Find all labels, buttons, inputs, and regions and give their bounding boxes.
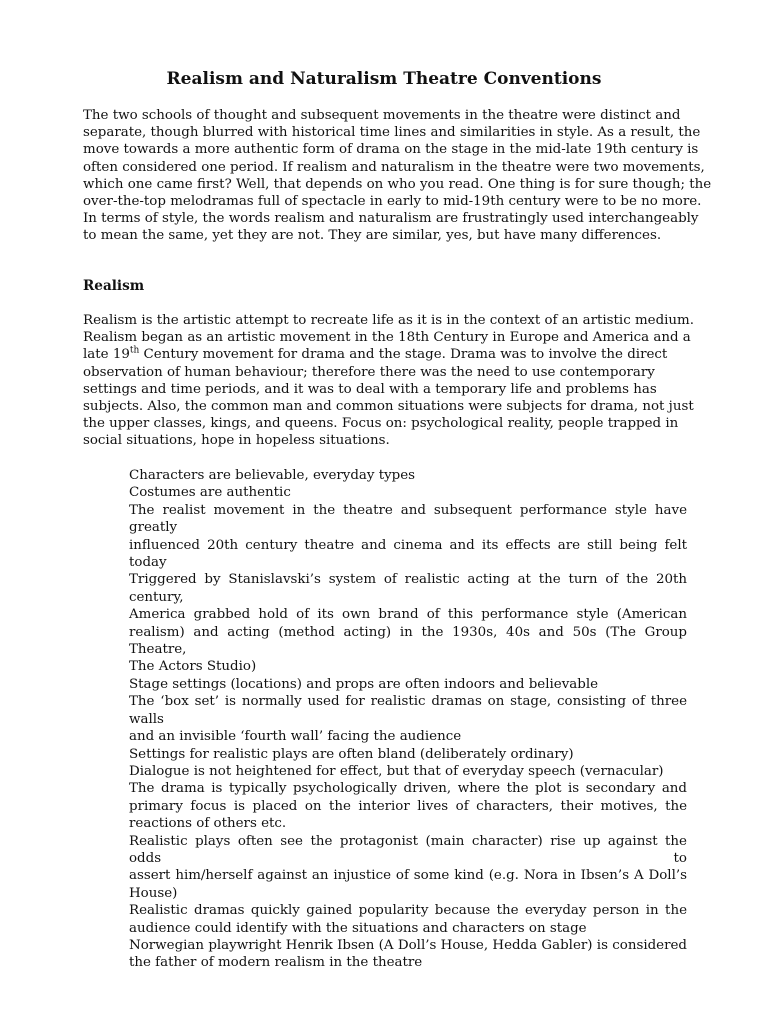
list-item-line: The realist movement in the theatre and subsequent performance style have greatly <box>129 502 687 536</box>
intro-line: which one came first? Well, that depends on who you read. One thing is for sure though; the <box>83 176 712 192</box>
intro-line: In terms of style, the words realism and naturalism are frustratingly used interchangeably <box>83 211 699 227</box>
intro-paragraph <box>83 107 712 245</box>
list-item-line: influenced 20th century theatre and cinema and its effects are still being felt today <box>129 537 687 571</box>
list-item-line: Costumes are authentic <box>129 485 291 501</box>
list-item <box>129 902 687 937</box>
paragraph-line: observation of human behaviour; therefore there was the need to use contemporary <box>83 364 655 380</box>
list-item <box>129 937 687 972</box>
list-item-line: Realistic dramas quickly gained popularity because the everyday person in the <box>129 903 687 919</box>
list-item-line: Characters are believable, everyday types <box>129 468 416 483</box>
list-item-line: The ‘box set’ is normally used for realistic dramas on stage, consisting of three walls <box>129 694 687 727</box>
paragraph-line: Realism is the artistic attempt to recreate life as it is in the context of an artistic medium. <box>83 313 695 328</box>
list-item-line: audience could identify with the situations and characters on stage <box>129 920 587 936</box>
paragraph-line: the upper classes, kings, and queens. Focus on: psychological reality, people trapped in <box>83 416 679 432</box>
intro-line: to mean the same, yet they are not. They are similar, yes, but have many differences. <box>83 228 662 244</box>
paragraph-line: settings and time periods, and it was to deal with a temporary life and problems has <box>83 381 657 397</box>
list-item <box>129 693 687 745</box>
list-item-line: Norwegian playwright Henrik Ibsen (A Doll’s House, Hedda Gabler) is considered <box>129 937 687 953</box>
list-item <box>129 676 687 693</box>
list-item-line: The Actors Studio) <box>129 659 257 675</box>
list-item-line: Triggered by Stanislavski’s system of realistic acting at the turn of the 20th century, <box>129 572 687 605</box>
conventions-list <box>129 467 687 972</box>
list-item-line: Realistic plays often see the protagonist (main character) rise up against the odds to <box>129 833 687 866</box>
list-item <box>129 502 687 572</box>
list-item-line: House) <box>129 885 178 901</box>
list-item <box>129 467 687 484</box>
intro-line: move towards a more authentic form of drama on the stage in the mid-late 19th century is <box>83 142 699 158</box>
paragraph-line: social situations, hope in hopeless situations. <box>83 433 390 449</box>
intro-line: often considered one period. If realism and naturalism in the theatre were two movements, <box>83 159 705 175</box>
intro-line: separate, though blurred with historical time lines and similarities in style. As a result, the <box>83 125 701 141</box>
paragraph-text: late 19 <box>83 347 130 363</box>
list-item-line: assert him/herself against an injustice of some kind (e.g. Nora in Ibsen’s A Doll’s <box>129 868 687 884</box>
list-item <box>129 484 687 501</box>
superscript: th <box>129 345 140 356</box>
list-item-line: Settings for realistic plays are often bland (deliberately ordinary) <box>129 746 574 762</box>
list-item-line: reactions of others etc. <box>129 816 287 832</box>
list-item <box>129 763 687 780</box>
list-item-line: Dialogue is not heightened for effect, but that of everyday speech (vernacular) <box>129 763 664 779</box>
list-item <box>129 571 687 675</box>
list-item <box>129 780 687 832</box>
list-item-line: The drama is typically psychologically driven, where the plot is secondary and <box>129 781 687 797</box>
section-heading: Realism <box>83 278 145 294</box>
list-item-line: America grabbed hold of its own brand of this performance style (American <box>129 607 687 623</box>
realism-paragraph <box>83 312 695 450</box>
list-item-line: the father of modern realism in the theatre <box>129 955 423 971</box>
list-item <box>129 833 687 903</box>
list-item-line: realism) and acting (method acting) in the 1930s, 40s and 50s (The Group Theatre, <box>129 624 687 658</box>
document-title: Realism and Naturalism Theatre Conventions <box>166 69 602 89</box>
paragraph-line <box>83 346 687 363</box>
intro-line: The two schools of thought and subsequent movements in the theatre were distinct and <box>83 108 681 123</box>
paragraph-line: subjects. Also, the common man and common situations were subjects for drama, not just <box>83 399 694 415</box>
list-item-line: and an invisible ‘fourth wall’ facing the audience <box>129 729 462 745</box>
list-item-line: Stage settings (locations) and props are often indoors and believable <box>129 676 599 692</box>
paragraph-line: Realism began as an artistic movement in the 18th Century in Europe and America and a <box>83 330 691 346</box>
list-item <box>129 746 687 763</box>
intro-line: over-the-top melodramas full of spectacle in early to mid-19th century were to be no more. <box>83 194 702 210</box>
paragraph-text: Century movement for drama and the stage. Drama was to involve the direct <box>139 347 668 363</box>
list-item-line: primary focus is placed on the interior lives of characters, their motives, the <box>129 798 687 814</box>
